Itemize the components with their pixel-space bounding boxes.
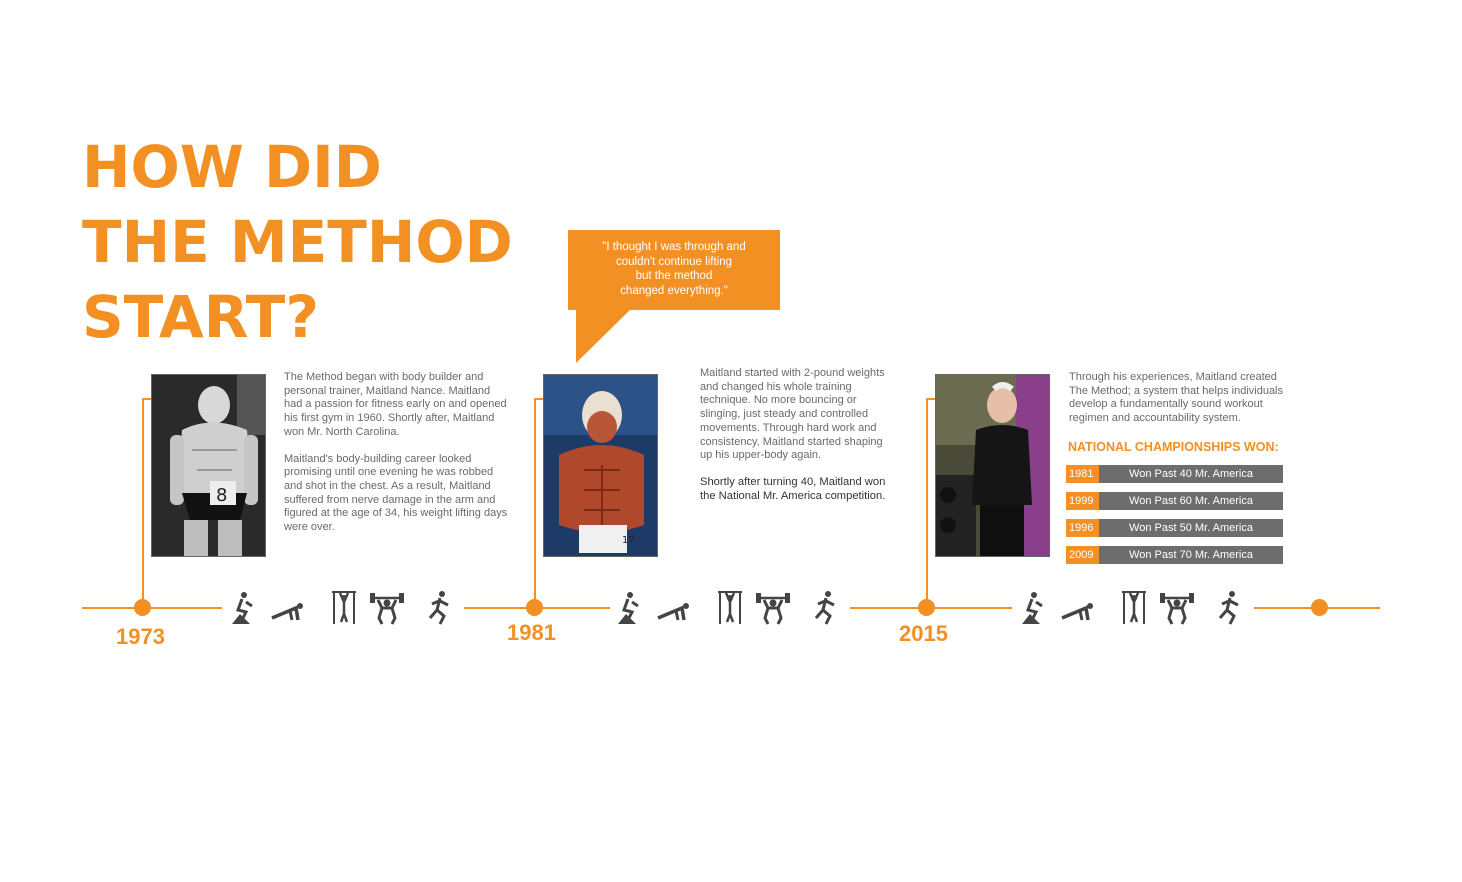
- connector-tick: [534, 398, 543, 400]
- trainer-gym-photo: [936, 375, 1050, 557]
- bodybuilder-bw-photo: [152, 375, 266, 557]
- title-line: START?: [82, 283, 319, 351]
- championship-row: [1066, 519, 1283, 537]
- championship-title: Won Past 60 Mr. America: [1129, 495, 1253, 507]
- connector-line: [926, 398, 928, 608]
- photo-2015: [935, 374, 1050, 557]
- exercise-bike-icon: [612, 590, 644, 626]
- page-title: [82, 130, 542, 355]
- championship-year: 1999: [1066, 492, 1099, 510]
- year-label: 2015: [899, 621, 948, 646]
- paragraph: Maitland started with 2-pound weights and changed his whole training technique. No more bouncing or slinging, just steady and controlled movements. Through hard work and consistency, Maitland started shaping up his upper-body again.: [700, 367, 885, 462]
- squat-icon: [754, 590, 792, 626]
- championship-row: [1066, 546, 1283, 564]
- timeline-dot: [134, 599, 151, 616]
- pullup-icon: [1118, 590, 1150, 626]
- photo-1973: [151, 374, 266, 557]
- championship-year: 1996: [1066, 519, 1099, 537]
- paragraph-highlight: Shortly after turning 40, Maitland won the National Mr. America competition.: [700, 475, 886, 502]
- svg-text:8: 8: [216, 485, 228, 506]
- paragraph: Maitland's body-building career looked promising until one evening he was robbed and shot in the chest. As a result, Maitland suffered from nerve damage in the arm and figured at the age of 34, his weight lifting days were over.: [284, 452, 508, 534]
- squat-icon: [1158, 590, 1196, 626]
- quote-line: couldn't continue lifting: [616, 255, 732, 268]
- pushup-icon: [270, 594, 306, 630]
- quote-line: changed everything.": [620, 284, 728, 297]
- paragraph: The Method began with body builder and personal trainer, Maitland Nance. Maitland had a passion for fitness early on and opened his first gym in 1960. Shortly after, Maitland won Mr. North Carolina.: [284, 371, 507, 438]
- icon-group: [612, 590, 848, 630]
- running-icon: [424, 590, 456, 626]
- championship-year: 2009: [1066, 546, 1099, 564]
- pullup-icon: [328, 590, 360, 626]
- pushup-icon: [656, 594, 692, 630]
- title-line: HOW DID: [82, 133, 382, 201]
- connector-line: [142, 398, 144, 608]
- svg-text:17: 17: [622, 535, 635, 546]
- connector-line: [534, 398, 536, 608]
- timeline-dot: [1311, 599, 1328, 616]
- year-label: 1973: [116, 624, 165, 649]
- exercise-bike-icon: [226, 590, 258, 626]
- championships-heading: NATIONAL CHAMPIONSHIPS WON:: [1068, 440, 1279, 454]
- bodybuilder-color-photo: [544, 375, 658, 557]
- connector-tick: [926, 398, 935, 400]
- paragraph: Through his experiences, Maitland created The Method; a system that helps individuals develop a fundamentally sound workout regimen and accountability system.: [1069, 371, 1284, 425]
- timeline-dot: [526, 599, 543, 616]
- section-1981-text: [700, 367, 890, 516]
- championship-title: Won Past 50 Mr. America: [1129, 522, 1253, 534]
- year-label: 1981: [507, 620, 556, 645]
- championship-title: Won Past 40 Mr. America: [1129, 468, 1253, 480]
- quote-line: but the method: [635, 270, 713, 282]
- championship-title: Won Past 70 Mr. America: [1129, 549, 1253, 561]
- championship-row: [1066, 492, 1283, 510]
- squat-icon: [368, 590, 406, 626]
- pullup-icon: [714, 590, 746, 626]
- connector-tick: [142, 398, 151, 400]
- pushup-icon: [1060, 594, 1096, 630]
- exercise-bike-icon: [1016, 590, 1048, 626]
- title-line: THE METHOD: [82, 208, 513, 276]
- quote-bubble: [568, 230, 780, 310]
- icon-group: [226, 590, 462, 630]
- running-icon: [810, 590, 842, 626]
- section-1973-text: [284, 371, 510, 548]
- section-2015-text: [1069, 371, 1289, 439]
- timeline-segment: [82, 607, 222, 609]
- timeline-dot: [918, 599, 935, 616]
- championship-row: [1066, 465, 1283, 483]
- photo-1981: [543, 374, 658, 557]
- quote-bubble-tail: [576, 309, 631, 363]
- quote-line: "I thought I was through and: [602, 241, 746, 253]
- running-icon: [1214, 590, 1246, 626]
- icon-group: [1016, 590, 1252, 630]
- championship-year: 1981: [1066, 465, 1099, 483]
